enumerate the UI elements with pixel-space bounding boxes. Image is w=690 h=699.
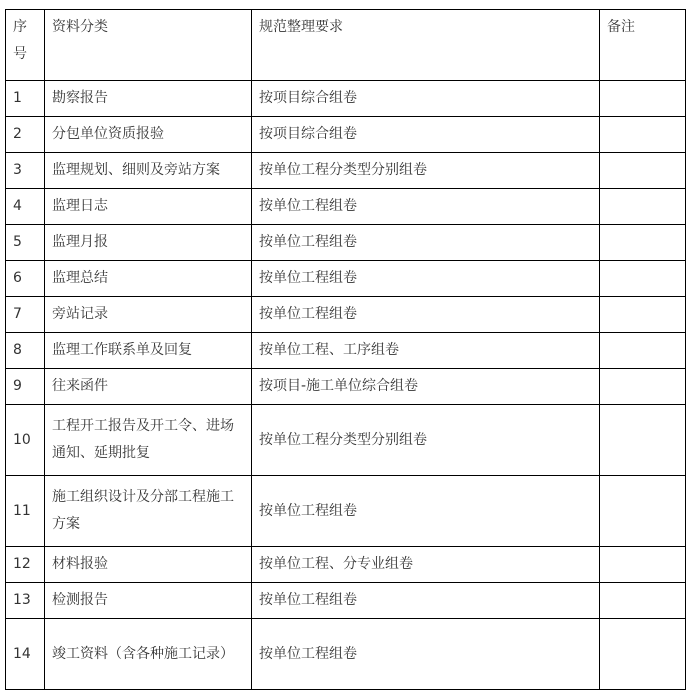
cell-category: 工程开工报告及开工令、进场通知、延期批复 [45,405,252,476]
cell-category: 监理日志 [45,189,252,225]
cell-category: 监理月报 [45,225,252,261]
cell-seq: 1 [6,81,45,117]
cell-seq: 10 [6,405,45,476]
cell-requirement: 按单位工程组卷 [252,261,600,297]
cell-requirement: 按单位工程分类型分别组卷 [252,153,600,189]
cell-category: 材料报验 [45,547,252,583]
cell-requirement: 按单位工程组卷 [252,189,600,225]
cell-seq: 14 [6,619,45,690]
cell-requirement: 按项目综合组卷 [252,117,600,153]
cell-category: 监理总结 [45,261,252,297]
cell-requirement: 按单位工程组卷 [252,476,600,547]
cell-seq: 7 [6,297,45,333]
cell-category: 分包单位资质报验 [45,117,252,153]
table-row [6,583,686,619]
cell-seq: 4 [6,189,45,225]
cell-remark [600,117,686,153]
cell-requirement: 按单位工程组卷 [252,583,600,619]
table-row [6,619,686,690]
cell-seq: 3 [6,153,45,189]
cell-remark [600,153,686,189]
cell-remark [600,476,686,547]
cell-seq: 5 [6,225,45,261]
cell-remark [600,619,686,690]
table-row [6,369,686,405]
archive-classification-table [5,9,686,690]
cell-remark [600,297,686,333]
cell-requirement: 按单位工程、分专业组卷 [252,547,600,583]
cell-seq: 6 [6,261,45,297]
table-row [6,117,686,153]
cell-seq: 11 [6,476,45,547]
cell-requirement: 按单位工程组卷 [252,619,600,690]
header-requirement: 规范整理要求 [252,10,600,81]
table-row [6,189,686,225]
table-row [6,405,686,476]
header-category: 资料分类 [45,10,252,81]
header-remark: 备注 [600,10,686,81]
cell-remark [600,225,686,261]
cell-remark [600,547,686,583]
cell-requirement: 按单位工程组卷 [252,225,600,261]
cell-remark [600,261,686,297]
cell-seq: 8 [6,333,45,369]
cell-category: 监理工作联系单及回复 [45,333,252,369]
cell-remark [600,369,686,405]
cell-remark [600,189,686,225]
cell-category: 监理规划、细则及旁站方案 [45,153,252,189]
cell-remark [600,81,686,117]
cell-remark [600,583,686,619]
cell-seq: 12 [6,547,45,583]
cell-requirement: 按单位工程分类型分别组卷 [252,405,600,476]
cell-category: 勘察报告 [45,81,252,117]
table-header-row [6,10,686,81]
header-seq: 序号 [6,10,45,81]
cell-category: 检测报告 [45,583,252,619]
cell-remark [600,405,686,476]
cell-seq: 9 [6,369,45,405]
table-row [6,261,686,297]
cell-requirement: 按项目综合组卷 [252,81,600,117]
table-row [6,333,686,369]
table-row [6,81,686,117]
cell-requirement: 按单位工程、工序组卷 [252,333,600,369]
table-row [6,547,686,583]
table-row [6,297,686,333]
cell-remark [600,333,686,369]
table-row [6,476,686,547]
cell-category: 往来函件 [45,369,252,405]
cell-requirement: 按项目-施工单位综合组卷 [252,369,600,405]
cell-seq: 2 [6,117,45,153]
cell-category: 竣工资料（含各种施工记录） [45,619,252,690]
cell-category: 旁站记录 [45,297,252,333]
cell-requirement: 按单位工程组卷 [252,297,600,333]
table-row [6,153,686,189]
table-row [6,225,686,261]
cell-category: 施工组织设计及分部工程施工方案 [45,476,252,547]
cell-seq: 13 [6,583,45,619]
